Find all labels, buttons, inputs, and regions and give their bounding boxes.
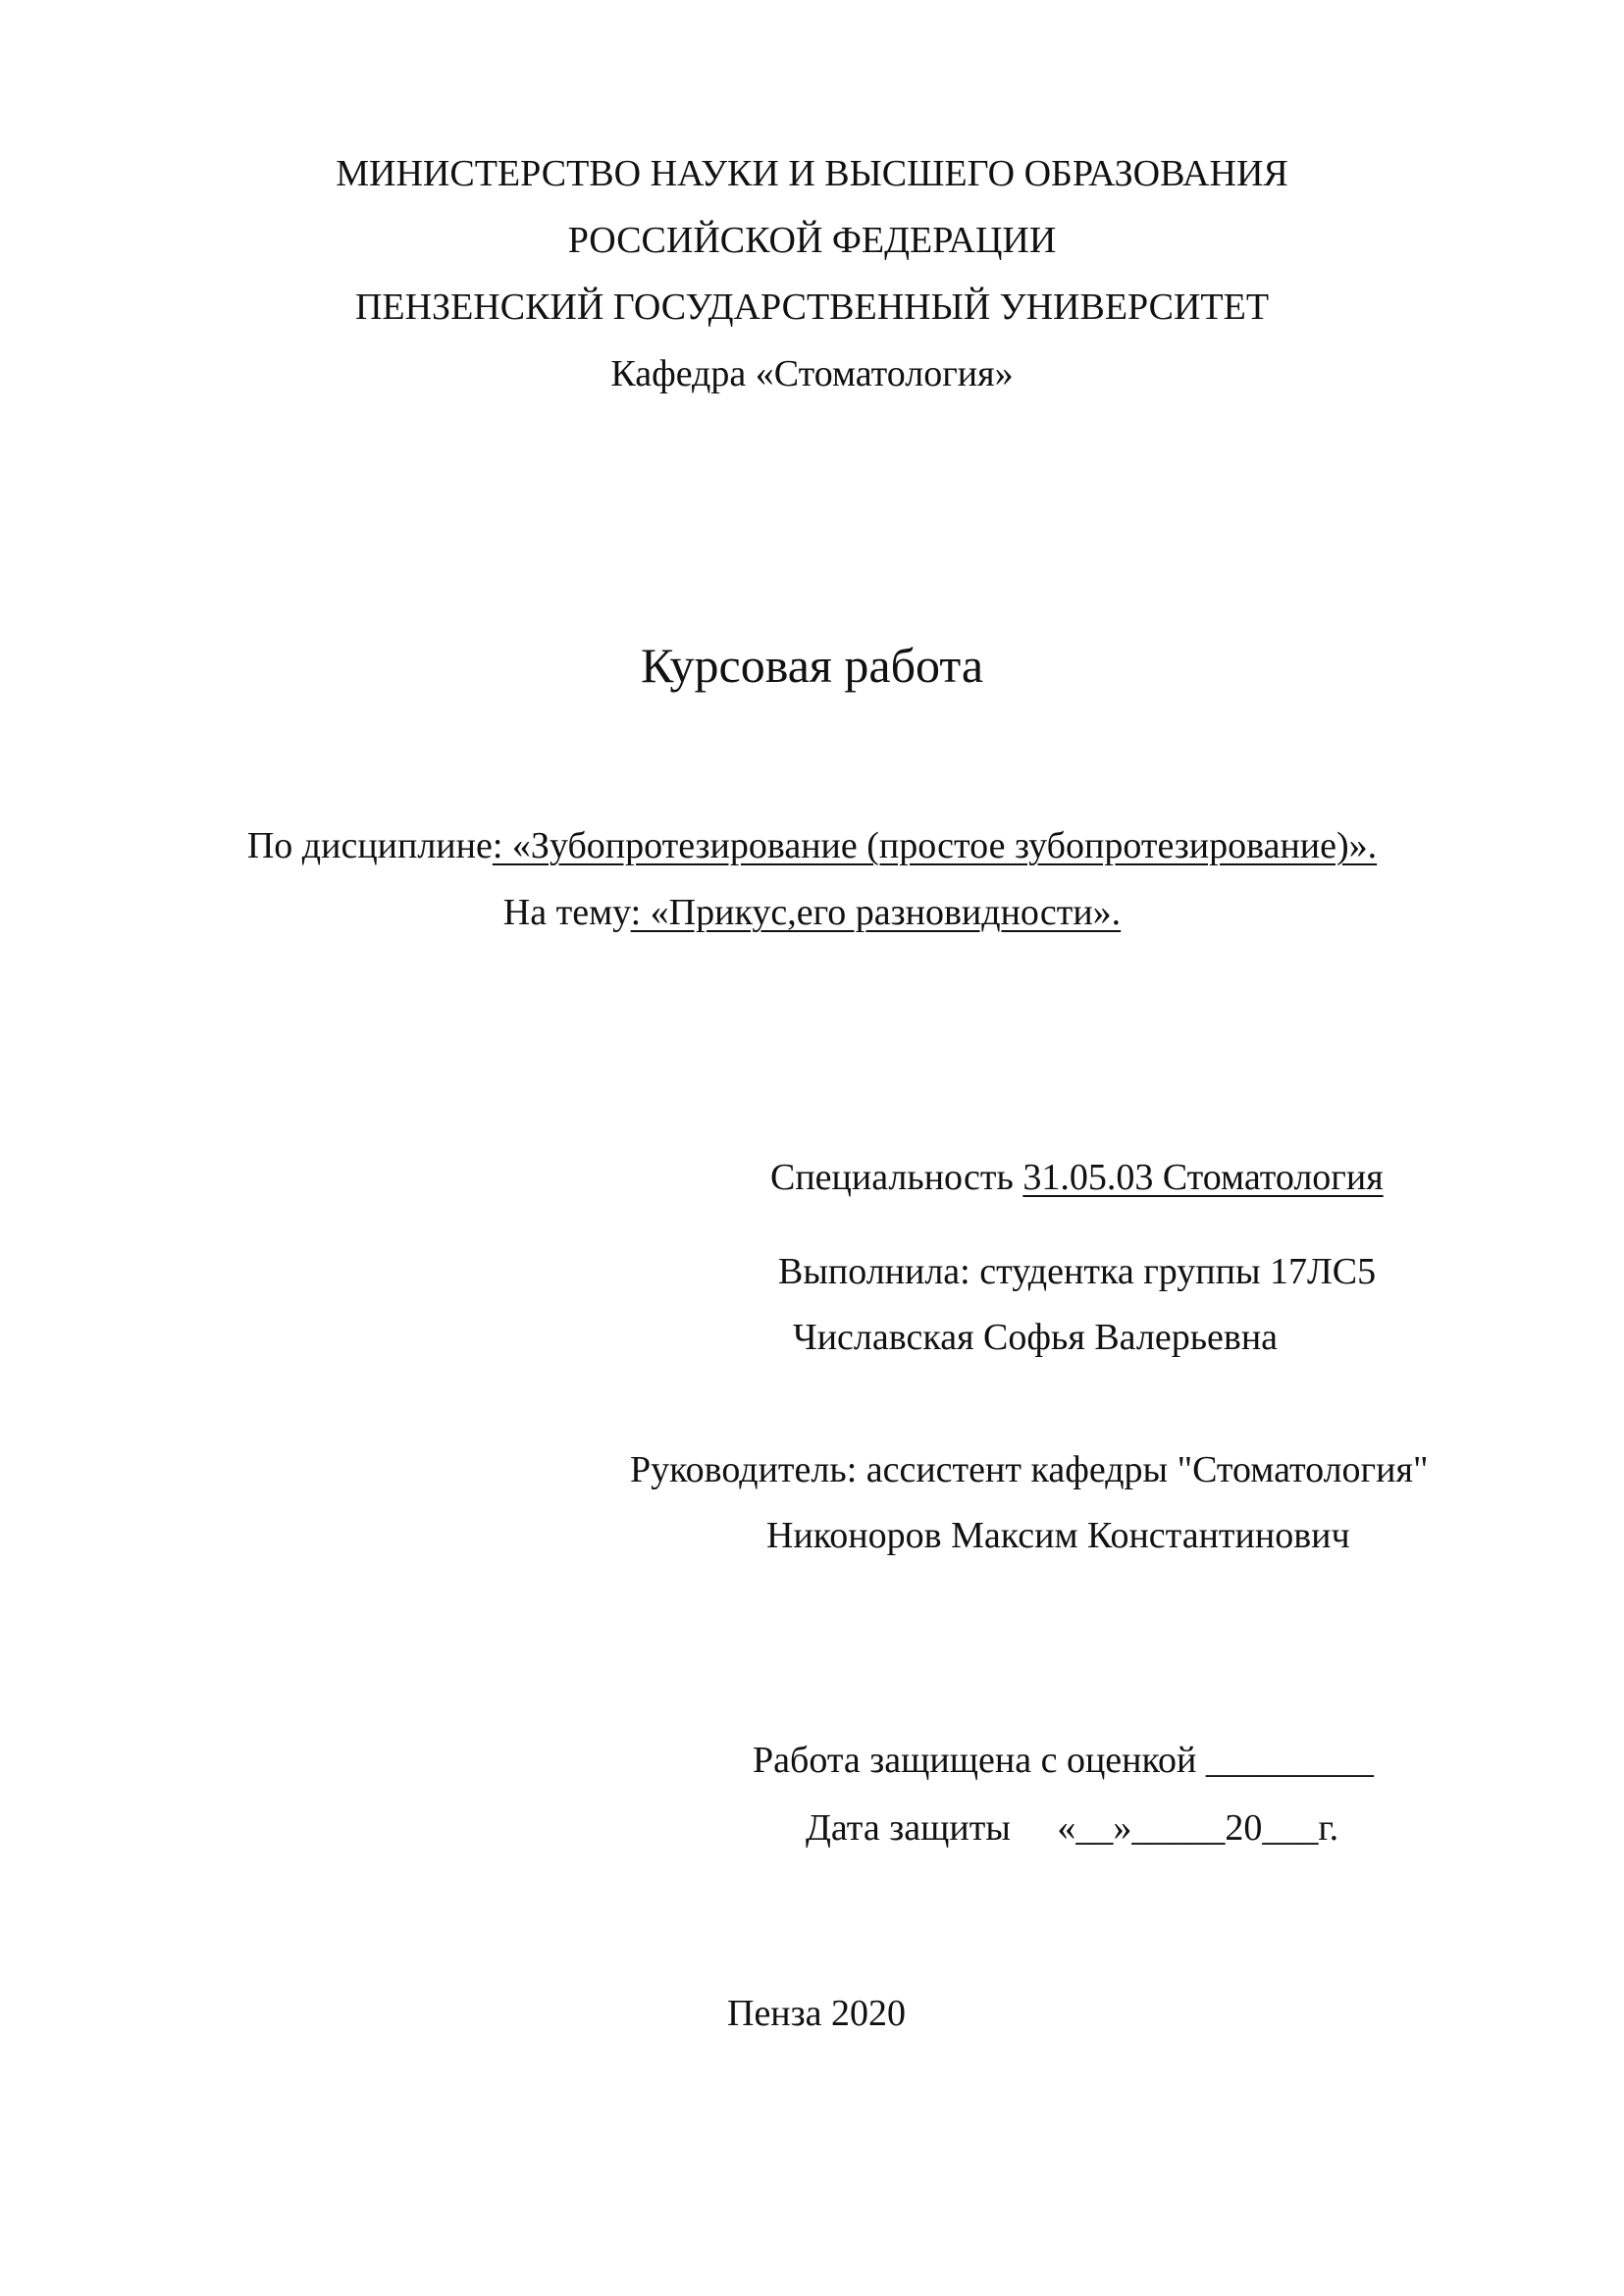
student-role: Выполнила: студентка группы 17ЛС5 — [778, 1251, 1377, 1292]
document-title: Курсовая работа — [640, 638, 984, 693]
discipline-line — [0, 823, 1624, 868]
defense-date-line: Дата защиты «__»_____20___г. — [806, 1807, 1339, 1849]
ministry-line-2: РОССИЙСКОЙ ФЕДЕРАЦИИ — [567, 220, 1057, 261]
discipline-value: : «Зубопротезирование (простое зубопротезирование)». — [492, 825, 1378, 866]
defense-grade-line: Работа защищена с оценкой _________ — [753, 1740, 1374, 1781]
ministry-line-1: МИНИСТЕРСТВО НАУКИ И ВЫСШЕГО ОБРАЗОВАНИЯ — [336, 153, 1288, 194]
topic-label: На тему — [502, 892, 631, 933]
city-year: Пенза 2020 — [727, 1993, 907, 2034]
topic-line — [0, 890, 1624, 935]
department-name: Кафедра «Стоматология» — [610, 353, 1014, 394]
topic-value: : «Прикус,его разновидности». — [630, 892, 1122, 933]
supervisor-role: Руководитель: ассистент кафедры "Стоматология" — [630, 1449, 1429, 1490]
university-name: ПЕНЗЕНСКИЙ ГОСУДАРСТВЕННЫЙ УНИВЕРСИТЕТ — [354, 287, 1270, 328]
student-name: Числавская Софья Валерьевна — [793, 1317, 1279, 1358]
specialty-value: 31.05.03 Стоматология — [1022, 1157, 1384, 1198]
specialty-line — [770, 1155, 1384, 1200]
discipline-label: По дисциплине — [246, 825, 493, 866]
supervisor-name: Никоноров Максим Константинович — [766, 1515, 1350, 1556]
specialty-label: Специальность — [770, 1157, 1014, 1198]
